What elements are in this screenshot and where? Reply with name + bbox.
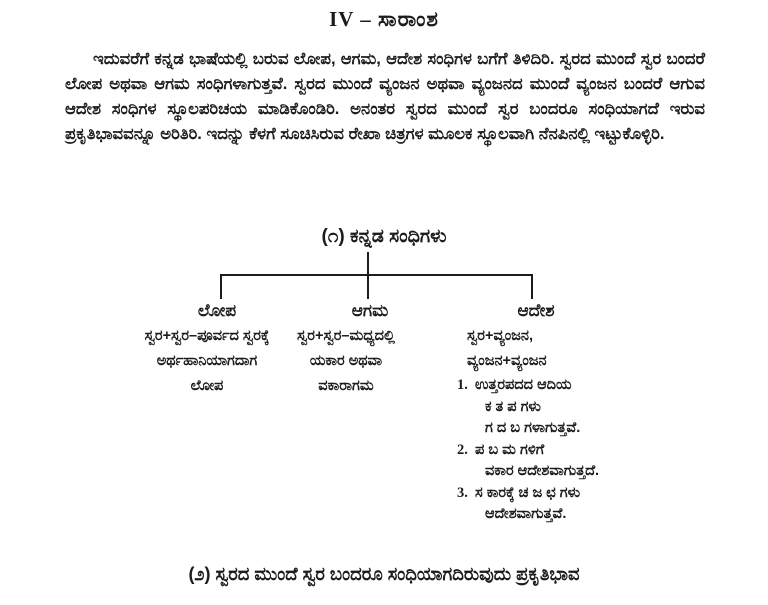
tree-branch-line-right: [531, 274, 533, 299]
adesha-rule-3: [457, 483, 712, 526]
description-line: ಲೋಪ: [190, 378, 224, 394]
branch-agama-description: [261, 324, 431, 399]
rule-line: [457, 375, 712, 397]
tree-branch-line-left: [220, 274, 222, 299]
intro-paragraph: ಇದುವರೆಗೆ ಕನ್ನಡ ಭಾಷೆಯಲ್ಲಿ ಬರುವ ಲೋಪ, ಆಗಮ, ಆದೇಶ ಸಂಧಿಗಳ ಬಗೆಗೆ ತಿಳಿದಿರಿ. ಸ್ವರದ ಮುಂದೆ ಸ್ವರ ಬಂದರೆ ಲೋಪ ಅಥವಾ ಆಗಮ ಸಂಧಿಗಳಾಗುತ್ತವೆ. ಸ್ವರದ ಮುಂದೆ ವ್ಯಂಜನ ಅಥವಾ ವ್ಯಂಜನದ ಮುಂದೆ ವ್ಯಂಜನ ಬಂದರೆ ಆಗುವ ಆದೇಶ ಸಂಧಿಗಳ ಸ್ಥೂಲಪರಿಚಯ ಮಾಡಿಕೊಂಡಿರಿ. ಅನಂತರ ಸ್ವರದ ಮುಂದೆ ಸ್ವರ ಬಂದರೂ ಸಂಧಿಯಾಗದೆ ಇರುವ ಪ್ರಕೃತಿಭಾವವನ್ನೂ ಅರಿತಿರಿ. ಇದನ್ನು ಕೆಳಗೆ ಸೂಚಿಸಿರುವ ರೇಖಾ ಚಿತ್ರಗಳ ಮೂಲಕ ಸ್ಥೂಲವಾಗಿ ನೆನಪಿನಲ್ಲಿ ಇಟ್ಟುಕೊಳ್ಳಿರಿ.: [65, 50, 705, 143]
tree-stem-line: [367, 252, 369, 276]
rule-number: 3.: [457, 484, 468, 501]
branch-label-adesha: ಆದೇಶ: [517, 301, 555, 320]
rule-line: [457, 483, 712, 505]
rule-line: ಗ ದ ಬ ಗಳಾಗುತ್ತವೆ.: [485, 420, 581, 436]
rule-number: 1.: [457, 377, 468, 393]
conclusion-heading: (೨) ಸ್ವರದ ಮುಂದೆ ಸ್ವರ ಬಂದರೂ ಸಂಧಿಯಾಗದಿರುವುದು ಪ್ರಕೃತಿಭಾವ: [188, 564, 580, 584]
description-line: ಯಕಾರ ಅಥವಾ: [309, 353, 383, 369]
rule-number: 2.: [457, 441, 468, 458]
rule-line: ಆದೇಶವಾಗುತ್ತವೆ.: [485, 506, 567, 522]
rule-line: ಕ ತ ಪ ಗಳು: [485, 398, 541, 415]
rule-text: ಉತ್ತರಪದದ ಆದಿಯ: [475, 377, 572, 393]
description-line: ಸ್ವರ+ವ್ಯಂಜನ,: [467, 328, 534, 344]
rule-text: ಪ ಬ ಮ ಗಳಿಗೆ: [475, 441, 545, 458]
diagram-heading: (೧) ಕನ್ನಡ ಸಂಧಿಗಳು: [321, 226, 447, 247]
branch-label-agama: ಆಗಮ: [351, 301, 389, 320]
rule-line: [457, 440, 712, 462]
rule-text: ಸ ಕಾರಕ್ಕೆ ಚ ಜ ಛ ಗಳು: [475, 484, 581, 501]
branch-adesha-description: [457, 324, 712, 526]
description-line: ವಕಾರಾಗಮ: [318, 378, 374, 394]
adesha-rule-1: [457, 375, 712, 440]
tree-horizontal-line: [220, 274, 533, 276]
adesha-rule-2: [457, 440, 712, 483]
description-line: ವ್ಯಂಜನ+ವ್ಯಂಜನ: [467, 353, 547, 369]
tree-branch-line-middle: [367, 274, 369, 299]
description-line: ಸ್ವರ+ಸ್ವರ–ಪೂರ್ವದ ಸ್ವರಕ್ಕೆ: [144, 328, 270, 344]
adesha-rules-list: [457, 375, 712, 526]
description-line: ಸ್ವರ+ಸ್ವರ–ಮಧ್ಯದಲ್ಲಿ: [297, 328, 395, 344]
description-line: ಅರ್ಥಹಾನಿಯಾಗದಾಗ: [156, 353, 258, 369]
rule-line: ವಕಾರ ಆದೇಶವಾಗುತ್ತದೆ.: [485, 463, 600, 479]
page-title: IV – ಸಾರಾಂಶ: [329, 7, 439, 31]
branch-label-lopa: ಲೋಪ: [197, 301, 237, 320]
